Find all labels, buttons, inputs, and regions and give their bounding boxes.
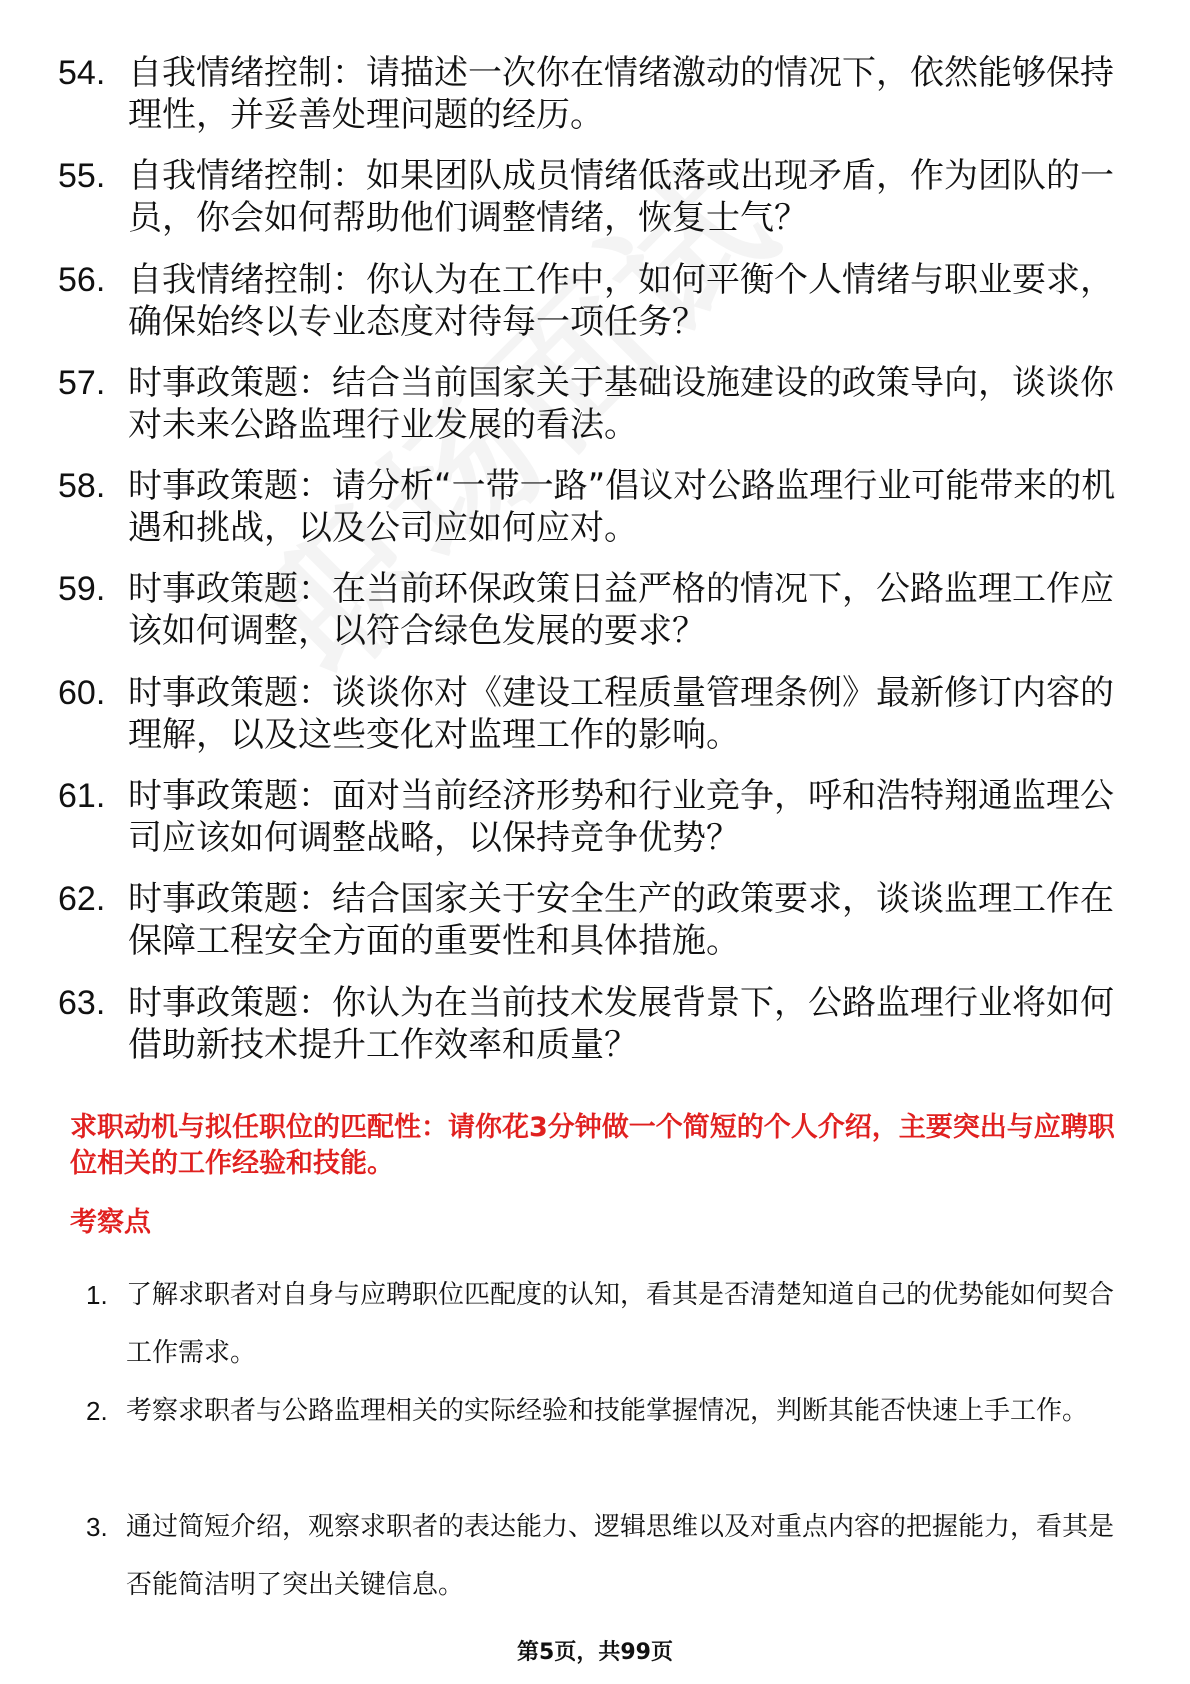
item-number: 58. xyxy=(58,467,106,506)
item-text: 时事政策题：你认为在当前技术发展背景下，公路监理行业将如何借助新技术提升工作效率和质量？ xyxy=(128,982,1114,1065)
item-text: 时事政策题：谈谈你对《建设工程质量管理条例》最新修订内容的理解，以及这些变化对监理工作的影响。 xyxy=(128,672,1114,755)
list-item xyxy=(58,775,1138,859)
list-item xyxy=(86,1266,1126,1382)
item-number: 3. xyxy=(86,1512,108,1542)
item-text: 通过简短介绍，观察求职者的表达能力、逻辑思维以及对重点内容的把握能力，看其是否能简洁明了突出关键信息。 xyxy=(126,1512,1115,1600)
item-number: 55. xyxy=(58,157,106,196)
list-item xyxy=(58,982,1138,1066)
list-item xyxy=(58,568,1138,652)
list-item xyxy=(58,465,1138,549)
item-text: 时事政策题：请分析“一带一路”倡议对公路监理行业可能带来的机遇和挑战，以及公司应如何应对。 xyxy=(128,466,1116,549)
item-text: 时事政策题：面对当前经济形势和行业竞争，呼和浩特翔通监理公司应该如何调整战略，以保持竞争优势？ xyxy=(128,776,1114,859)
list-item xyxy=(58,155,1138,239)
item-text: 自我情绪控制：请描述一次你在情绪激动的情况下，依然能够保持理性，并妥善处理问题的经历。 xyxy=(128,53,1114,135)
item-number: 59. xyxy=(58,570,106,609)
item-text: 时事政策题：结合当前国家关于基础设施建设的政策导向，谈谈你对未来公路监理行业发展的看法。 xyxy=(128,362,1114,445)
item-text: 自我情绪控制：你认为在工作中，如何平衡个人情绪与职业要求，确保始终以专业态度对待每一项任务？ xyxy=(128,259,1114,342)
item-number: 61. xyxy=(58,777,106,816)
item-number: 57. xyxy=(58,363,106,402)
item-number: 60. xyxy=(58,673,106,712)
assessment-points-list xyxy=(86,1266,1126,1614)
item-text: 时事政策题：结合国家关于安全生产的政策要求，谈谈监理工作在保障工程安全方面的重要性和具体措施。 xyxy=(128,879,1114,962)
item-text: 自我情绪控制：如果团队成员情绪低落或出现矛盾，作为团队的一员，你会如何帮助他们调整情绪，恢复士气？ xyxy=(128,156,1114,239)
item-text: 时事政策题：在当前环保政策日益严格的情况下，公路监理工作应该如何调整，以符合绿色发展的要求？ xyxy=(128,569,1114,652)
list-item xyxy=(86,1382,1126,1498)
list-item xyxy=(58,672,1138,756)
item-text: 考察求职者与公路监理相关的实际经验和技能掌握情况，判断其能否快速上手工作。 xyxy=(126,1396,1089,1426)
page-footer: 第5页，共99页 xyxy=(517,1640,673,1665)
list-item xyxy=(58,878,1138,962)
list-item xyxy=(58,259,1138,343)
item-text: 了解求职者对自身与应聘职位匹配度的认知，看其是否清楚知道自己的优势能如何契合工作需求。 xyxy=(126,1280,1115,1368)
item-number: 56. xyxy=(58,260,106,299)
item-number: 1. xyxy=(86,1280,108,1310)
highlight-question: 求职动机与拟任职位的匹配性：请你花3分钟做一个简短的个人介绍，主要突出与应聘职位相关的工作经验和技能。 xyxy=(70,1112,1115,1179)
points-heading: 考察点 xyxy=(70,1207,151,1238)
question-list xyxy=(58,52,1138,1085)
item-number: 54. xyxy=(58,54,106,92)
list-item xyxy=(58,52,1138,136)
list-item xyxy=(86,1498,1126,1614)
item-number: 62. xyxy=(58,880,106,919)
list-item xyxy=(58,362,1138,446)
item-number: 2. xyxy=(86,1396,108,1426)
item-number: 63. xyxy=(58,983,106,1022)
